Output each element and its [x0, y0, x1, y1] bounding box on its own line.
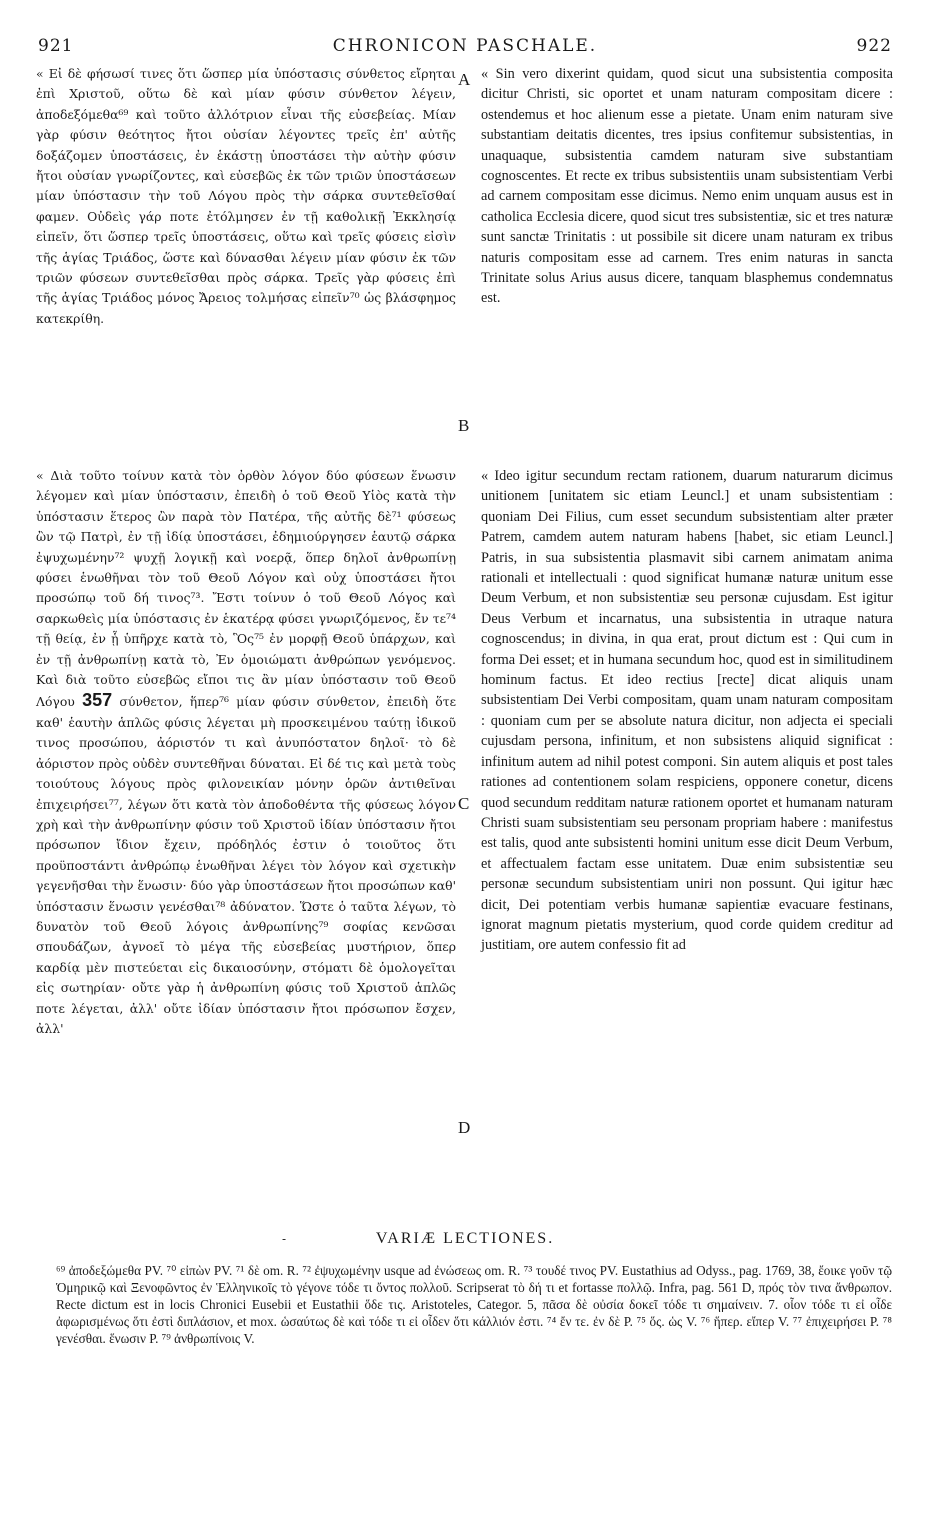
page-number-left: 921 [38, 36, 74, 56]
running-title: CHRONICON PASCHALE. [332, 36, 598, 56]
greek-column-top [36, 64, 456, 329]
latin-column-top [481, 64, 893, 309]
section-marker-a: A [458, 70, 471, 89]
notes-paragraph: ⁶⁹ ἀποδεξώμεθα PV. ⁷⁰ εἰπὼν PV. ⁷¹ δὲ om. R. ⁷² ἐψυχωμένην usque ad ἐνώσεως om. R. ⁷³ τουδέ τινος PV. Eustathius ad Odyss., pag. 1769, 38, ἔοικε γοῦν τῷ Ὁμηρικῷ καὶ Ξενοφῶντος ἐν Ἑλληνικοῖς τὸ γέγονε τόδε τι ὄντος πολλοῦ. Scripserat τὸ δή τι et fortasse πολλῷ. Infra, pag. 561 D, πρός τὸν τινα ἄνθρωπον. Recte dictum est in locis Chronici Eusebii et Eustathii ὅδε τις. Aristoteles, Categor. 5, πᾶσα δὲ οὐσία δοκεῖ τόδε τι σημαίνειν. 7. οἷον τόδε τι εἰ οἶδε ἀφωρισμένως ὅτι ἐστὶ διπλάσιον, et mox. ὡσαύτως δὲ καὶ τόδε τι εἰ οἶδεν ὅτι κάλλιόν ἐστι. ⁷⁴ ἔν τε. ἐν δὲ P. ⁷⁵ ὅς. ὡς V. ⁷⁶ ἥπερ. εἴπερ V. ⁷⁷ ἐπιχειρήσει P. ⁷⁸ γενέσθαι. ἕνωσιν P. ⁷⁹ ἀνθρωπίνοις V. [56, 1263, 892, 1346]
greek-text-part-2: σύνθετον, ἥπερ⁷⁶ μίαν φύσιν σύνθετον, ἐπειδὴ ὅτε καθ' ἑαυτὴν ἁπλῶς φύσις λέγεται μὴ προσκειμένου ταύτῃ ἰδικοῦ τινος προσώπου, ἀόριστόν τι καὶ ἀνυπόστατον δηλοῖ· τὸ δὲ ἀόριστον πρὸς οὐδὲν συντεθῆναι δύναται. Εἰ δέ τις καὶ μετὰ τοὺς τοιούτους λόγους πρὸς φιλονεικίαν μόνην ὁρῶν ἀντιθεῖναι ἐπιχειρήσει⁷⁷, λέγων ὅτι κατὰ τὸν ἀποδοθέντα τῆς φύσεως λόγον χρὴ καὶ τὴν ἀνθρωπίνην φύσιν τοῦ Χριστοῦ ἰδίαν ὑπόστασιν ἤτοι πρόσωπον ἴδιον ἔχειν, πρόδηλός ἐστιν ὁ τοιοῦτος ὅτι προϋποστάντι ἀνθρώπῳ ἑνωθῆναι λέγει τὸν λόγον καὶ σχετικὴν γεγενῆσθαι τὴν ἕνωσιν· δύο γὰρ ὑποστάσεων ἤτοι προσώπων καθ' ὑπόστασιν ἕνωσιν γενέσθαι⁷⁸ ἀδύνατον. Ὥστε ὁ ταῦτα λέγων, τὸ δυνατὸν τοῦ Θεοῦ λόγοις ἀνθρωπίνης⁷⁹ σοφίας κενῶσαι σπουδάζων, ἀγνοεῖ τὸ μέγα τῆς εὐσεβείας μυστήριον, ὅπερ καρδίᾳ μὲν πιστεύεται εἰς δικαιοσύνην, στόματι δὲ ὁμολογεῖται εἰς σωτηρίαν· οὔτε γὰρ ἡ ἀνθρωπίνη φύσις τοῦ Χριστοῦ ἁπλῶς ποτε λέγεται, ἀλλ' οὔτε ἰδίαν ὑπόστασιν ἤτοι πρόσωπον ἔσχεν, ἀλλ' [36, 694, 456, 1036]
separator-dash: - [282, 1232, 287, 1246]
greek-paragraph-top: « Εἰ δὲ φήσωσί τινες ὅτι ὥσπερ μία ὑπόστασις σύνθετος εἴρηται ἐπὶ Χριστοῦ, οὕτω δὲ καὶ μίαν φύσιν σύνθετον λέγειν, ἀποδεξόμεθα⁶⁹ καὶ τοῦτο ἀλλότριον εἶναι τῆς εὐσεβείας. Μίαν γὰρ φύσιν θεότητος ἤτοι οὐσίαν λέγοντες τρεῖς ἐπ' αὐτῆς δοξάζομεν ὑποστάσεις, ἐν ἑκάστῃ ὑποστάσει τὴν αὐτὴν φύσιν ἤτοι οὐσίαν γνωρίζοντες, καὶ εὐσεβῶς ἐκ τῶν τριῶν ὑποστάσεων μίαν ὑπόστασιν τὴν τοῦ Λόγου πρὸς τὴν σάρκα συντεθεῖσθαί φαμεν. Οὐδεὶς γάρ ποτε ἐτόλμησεν ἐν τῇ καθολικῇ Ἐκκλησίᾳ εἰπεῖν, ὅτι ὥσπερ τρεῖς ὑποστάσεις, οὕτω καὶ τρεῖς φύσεις εἰσὶν τῆς ἁγίας Τριάδος, ὥστε καὶ δύνασθαι λέγειν μίαν φύσιν ἐκ τῶν τριῶν φύσεων συντεθεῖσθαι πρὸς σάρκα. Τρεῖς γὰρ φύσεις ἐπὶ τῆς ἁγίας Τριάδος μόνος Ἄρειος τολμήσας εἰπεῖν⁷⁰ ὡς βλάσφημος κατεκρίθη. [36, 66, 456, 326]
variae-lectiones-notes [56, 1262, 892, 1347]
section-marker-c: C [458, 794, 470, 813]
latin-column-bottom [481, 466, 893, 956]
greek-column-bottom [36, 466, 456, 1039]
latin-paragraph-top: « Sin vero dixerint quidam, quod sicut una subsistentia composita dicitur Christi, sic oportet et unam naturam compositam dicere : ostendemus et hoc alienum esse a pietate. Unam enim naturam sive substantiam deitatis dicentes, tres ipsius confitemur subsistentias, in unaquaque, subsistentia camdem naturam sive substantiam cognoscentes. Et recte ex tribus subsistentiis unam subsistentiam Verbi ad carnem compositam esse dicimus. Nemo enim unquam ausus est in catholica Ecclesia dicere, quod sicut tres subsistentiæ, sic et tres naturæ sunt sanctæ Trinitatis : ut possibile sit dicere unam naturam ex tribus naturis compositam esse ad carnem. Tres enim naturas in sancta Trinitate solus Arius ausus dicere, tanquam blasphemus condemnatus est. [481, 66, 893, 307]
variae-lectiones-title: VARIÆ LECTIONES. [375, 1230, 555, 1247]
greek-paragraph-bottom [36, 466, 456, 1039]
greek-text-part-1: « Διὰ τοῦτο τοίνυν κατὰ τὸν ὀρθὸν λόγον δύο φύσεων ἕνωσιν λέγομεν καὶ μίαν ὑπόστασιν, ἐπειδὴ ὁ τοῦ Θεοῦ Υἱὸς κατὰ τὴν ὑπόστασιν ἕτερος ὢν παρὰ τὸν Πατέρα, τῆς αὐτῆς δὲ⁷¹ φύσεως ὢν τῷ Πατρὶ, ἐν τῇ ἰδίᾳ ὑποστάσει, ἐδημιούργησεν ἑαυτῷ σάρκα ἐψυχωμένην⁷² ψυχῇ λογικῇ καὶ νοερᾷ, ὅπερ δηλοῖ ἀνθρωπίνῃ φύσει ἑνωθῆναι τὸν τοῦ Θεοῦ Λόγον καὶ οὐχ ὑποστάσει ἤτοι προσώπῳ τοῦ δή τινος⁷³. Ἔστι τοίνυν ὁ τοῦ Θεοῦ Λόγος καὶ σαρκωθεὶς μία ὑπόστασις ἐν ἑκατέρᾳ φύσει γνωριζόμενος, ἔν τε⁷⁴ τῇ θείᾳ, ἐν ᾗ ὑπῆρχε κατὰ τὸ, Ὃς⁷⁵ ἐν μορφῇ Θεοῦ ὑπάρχων, καὶ ἐν τῇ ἀνθρωπίνῃ κατὰ τὸ, Ἐν ὁμοιώματι ἀνθρώπων γενόμενος. Καὶ διὰ τοῦτο εὐσεβῶς εἴποι τις ἂν μίαν ὑπόστασιν τοῦ Θεοῦ Λόγου [36, 468, 456, 710]
inline-page-number: 357 [82, 690, 113, 711]
section-marker-d: D [458, 1118, 471, 1137]
page-number-right: 922 [856, 36, 892, 56]
section-marker-b: B [458, 416, 470, 435]
latin-paragraph-bottom: « Ideo igitur secundum rectam rationem, duarum naturarum dicimus unitionem [unitatem sic etiam Leuncl.] et unam subsistentiam : quoniam Dei Filius, cum esset secundum subsistentiam alter præter Patrem, camdem autem naturam habens [habet, sic etiam Leuncl.] Patris, in sua subsistentia plasmavit sibi carnem animatam anima rationali et intellectuali : quod significat humanæ naturæ unitum esse Deum Verbum, et non subsistentiæ seu personæ cujusdam. Est igitur Deus Verbum et incarnatus, una subsistentia in utraque natura cognoscendus; in divina, in qua erat, prout dictum est : Qui cum in forma Dei esset; et in humana secundum hoc, quod est in similitudinem hominum factus. Et ideo rectius [recte] dicat aliquis unam subsistentiam Dei Verbi compositam, quam unam naturam compositam : quoniam cum per se absolute natura dicitur, non adjecta ei speciali cujusdam persona, infinitum, et non subsistens aliquid significat : infinitum autem ad nihil potest componi. Sin autem aliquis et post tales rationes ad contentionem solam respiciens, opponere conetur, dicens quod secundum redditam naturæ rationem oportet et humanam naturam Christi suam subsistentiam seu personam propriam habere : manifestus est talis, quod ante subsistenti homini unitum esse dicit Deum Verbum, et affectualem factam esse unitatem. Duæ enim subsistentiæ seu personæ secundum subsistentiam uniri non possunt. Qui igitur hæc dicit, Dei potentiam verbis humanæ sapientiæ evacuare festinans, ignorat magnum pietatis mysterium, quod corde quidem creditur ad justitiam, ore autem confessio fit ad [481, 468, 893, 954]
